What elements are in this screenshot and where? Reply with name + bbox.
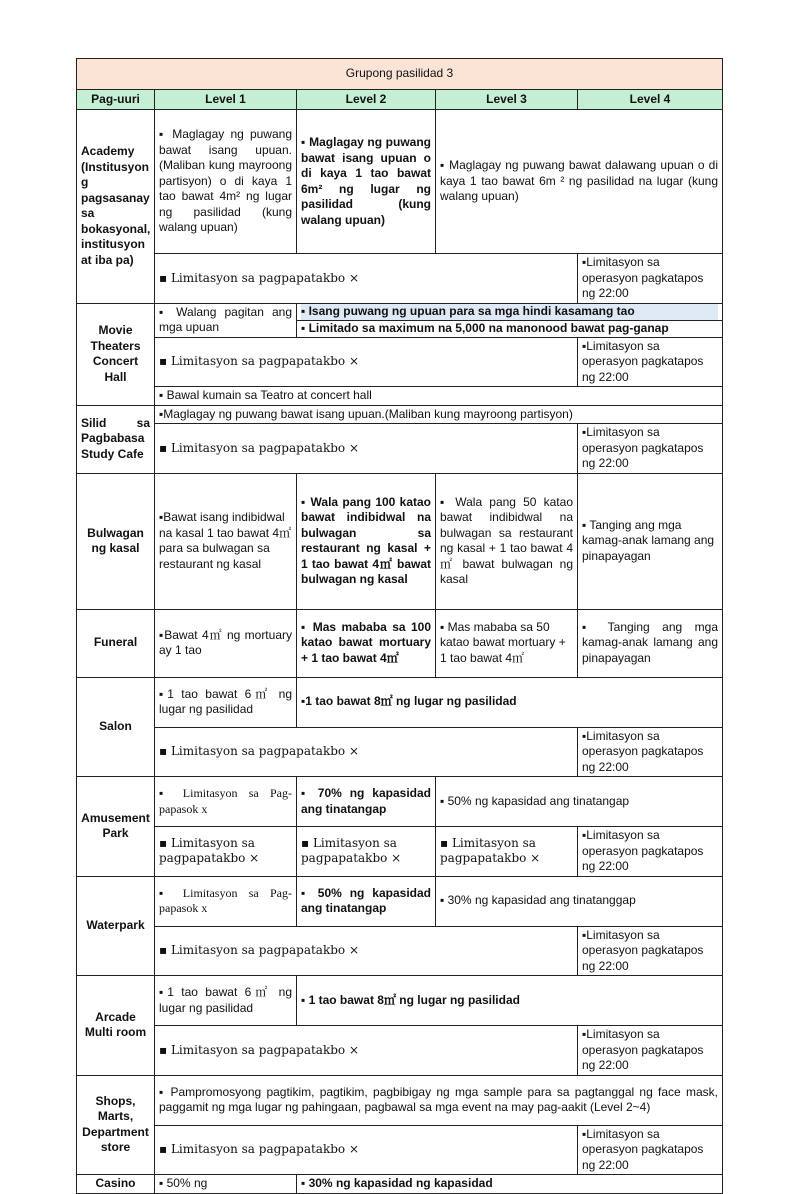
study-limit-operation: ▪ Limitasyon sa pagpapatakbo ×: [155, 424, 578, 474]
header-level-2: Level 2: [297, 90, 436, 110]
movie-limit-operation: ▪ Limitasyon sa pagpapatakbo ×: [155, 337, 578, 387]
arcade-limit-operation: ▪ Limitasyon sa pagpapatakbo ×: [155, 1026, 578, 1076]
casino-level-2-4: ▪ 30% ng kapasidad ng kapasidad: [297, 1175, 723, 1194]
amusement-limit-hours: ▪Limitasyon sa operasyon pagkatapos ng 22:00: [578, 827, 723, 877]
waterpark-level-1: ▪ Limitasyon sa Pag-papasok x: [155, 876, 297, 926]
shops-limit-operation: ▪ Limitasyon sa pagpapatakbo ×: [155, 1125, 578, 1175]
shops-limit-hours: ▪Limitasyon sa operasyon pagkatapos ng 22:00: [578, 1125, 723, 1175]
category-shops: Shops, Marts, Department store: [77, 1075, 155, 1175]
category-waterpark: Waterpark: [77, 876, 155, 976]
academy-level-1: ▪ Maglagay ng puwang bawat isang upuan. (Maliban kung mayroong partisyon) o di kaya 1 tao bawat 4m² ng lugar ng pasilidad (kung walang upuan): [155, 110, 297, 254]
salon-level-2-4: ▪1 tao bawat 8㎡ ng lugar ng pasilidad: [297, 677, 723, 727]
wedding-level-2: ▪ Wala pang 100 katao bawat indibidwal na bulwagan sa restaurant ng kasal + 1 tao bawat 4㎡ bawat bulwagan ng kasal: [297, 473, 436, 609]
waterpark-limit-operation: ▪ Limitasyon sa pagpapatakbo ×: [155, 926, 578, 976]
category-movie-theaters: Movie Theaters Concert Hall: [77, 303, 155, 405]
waterpark-level-2: ▪ 50% ng kapasidad ang tinatangap: [297, 876, 436, 926]
wedding-level-3: ▪ Wala pang 50 katao bawat indibidwal na bulwagan sa restaurant ng kasal + 1 tao bawat 4㎡ bawat bulwagan ng kasal: [436, 473, 578, 609]
salon-limit-hours: ▪Limitasyon sa operasyon pagkatapos ng 22:00: [578, 727, 723, 777]
amusement-limit-operation-l1: ▪ Limitasyon sa pagpapatakbo ×: [155, 827, 297, 877]
wedding-level-4: ▪ Tanging ang mga kamag-anak lamang ang pinapayagan: [578, 473, 723, 609]
amusement-level-2: ▪ 70% ng kapasidad ang tinatangap: [297, 777, 436, 827]
shops-rule: ▪ Pampromosyong pagtikim, pagtikim, pagbibigay ng mga sample para sa pagtanggal ng face mask, paggamit ng mga lugar ng pahingaan, pagbawal sa mga event na may pag-aakit (Level 2~4): [155, 1075, 723, 1125]
salon-limit-operation: ▪ Limitasyon sa pagpapatakbo ×: [155, 727, 578, 777]
header-category: Pag-uuri: [77, 90, 155, 110]
study-seat-gap: ▪Maglagay ng puwang bawat isang upuan.(Maliban kung mayroong partisyon): [155, 405, 723, 424]
amusement-level-1: ▪ Limitasyon sa Pag-papasok x: [155, 777, 297, 827]
funeral-level-1: ▪Bawat 4㎡ ng mortuary ay 1 tao: [155, 609, 297, 677]
amusement-limit-operation-l2: ▪ Limitasyon sa pagpapatakbo ×: [297, 827, 436, 877]
category-amusement-park: Amusement Park: [77, 777, 155, 877]
movie-seat-gap: ▪ Isang puwang ng upuan para sa mga hindi kasamang tao: [301, 304, 718, 320]
academy-level-3-4: ▪ Maglagay ng puwang bawat dalawang upuan o di kaya 1 tao bawat 6m ² ng pasilidad na lugar (kung walang upuan): [436, 110, 723, 254]
category-academy: Academy (Institusyon g pagsasanay sa bokasyonal, institusyon at iba pa): [77, 110, 155, 304]
funeral-level-2: ▪ Mas mababa sa 100 katao bawat mortuary + 1 tao bawat 4㎡: [297, 609, 436, 677]
movie-limit-hours: ▪Limitasyon sa operasyon pagkatapos ng 22:00: [578, 337, 723, 387]
funeral-level-4: ▪ Tanging ang mga kamag-anak lamang ang pinapayagan: [578, 609, 723, 677]
movie-max-audience: ▪ Limitado sa maximum na 5,000 na manonood bawat pag-ganap: [297, 320, 722, 337]
category-arcade: Arcade Multi room: [77, 976, 155, 1076]
category-wedding-hall: Bulwagan ng kasal: [77, 473, 155, 609]
academy-limit-hours: ▪Limitasyon sa operasyon pagkatapos ng 22:00: [578, 254, 723, 304]
amusement-level-3-4: ▪ 50% ng kapasidad ang tinatangap: [436, 777, 723, 827]
header-level-1: Level 1: [155, 90, 297, 110]
movie-no-eating: ▪ Bawal kumain sa Teatro at concert hall: [155, 387, 723, 406]
salon-level-1: ▪1 tao bawat 6㎡ ng lugar ng pasilidad: [155, 677, 297, 727]
category-study-cafe: Silid sa Pagbabasa Study Cafe: [77, 405, 155, 473]
waterpark-limit-hours: ▪Limitasyon sa operasyon pagkatapos ng 22:00: [578, 926, 723, 976]
header-level-4: Level 4: [578, 90, 723, 110]
movie-level-2-4: [297, 303, 723, 337]
amusement-limit-operation-l3: ▪ Limitasyon sa pagpapatakbo ×: [436, 827, 578, 877]
academy-limit-operation: ▪ Limitasyon sa pagpapatakbo ×: [155, 254, 578, 304]
funeral-level-3: ▪ Mas mababa sa 50 katao bawat mortuary + 1 tao bawat 4㎡: [436, 609, 578, 677]
category-salon: Salon: [77, 677, 155, 777]
arcade-level-1: ▪1 tao bawat 6㎡ ng lugar ng pasilidad: [155, 976, 297, 1026]
table-title: Grupong pasilidad 3: [77, 59, 723, 90]
header-level-3: Level 3: [436, 90, 578, 110]
waterpark-level-3-4: ▪ 30% ng kapasidad ang tinatanggap: [436, 876, 723, 926]
wedding-level-1: ▪Bawat isang indibidwal na kasal 1 tao bawat 4㎡ para sa bulwagan sa restaurant ng kasal: [155, 473, 297, 609]
category-casino: Casino: [77, 1175, 155, 1194]
category-funeral: Funeral: [77, 609, 155, 677]
arcade-level-2-4: ▪ 1 tao bawat 8㎡ ng lugar ng pasilidad: [297, 976, 723, 1026]
academy-level-2: ▪ Maglagay ng puwang bawat isang upuan o di kaya 1 tao bawat 6m² ng lugar ng pasilidad (kung walang upuan): [297, 110, 436, 254]
casino-level-1: ▪ 50% ng: [155, 1175, 297, 1194]
study-limit-hours: ▪Limitasyon sa operasyon pagkatapos ng 22:00: [578, 424, 723, 474]
movie-level-1: ▪ Walang pagitan ang mga upuan: [155, 303, 297, 337]
facility-group-table: [76, 58, 723, 1194]
arcade-limit-hours: ▪Limitasyon sa operasyon pagkatapos ng 22:00: [578, 1026, 723, 1076]
